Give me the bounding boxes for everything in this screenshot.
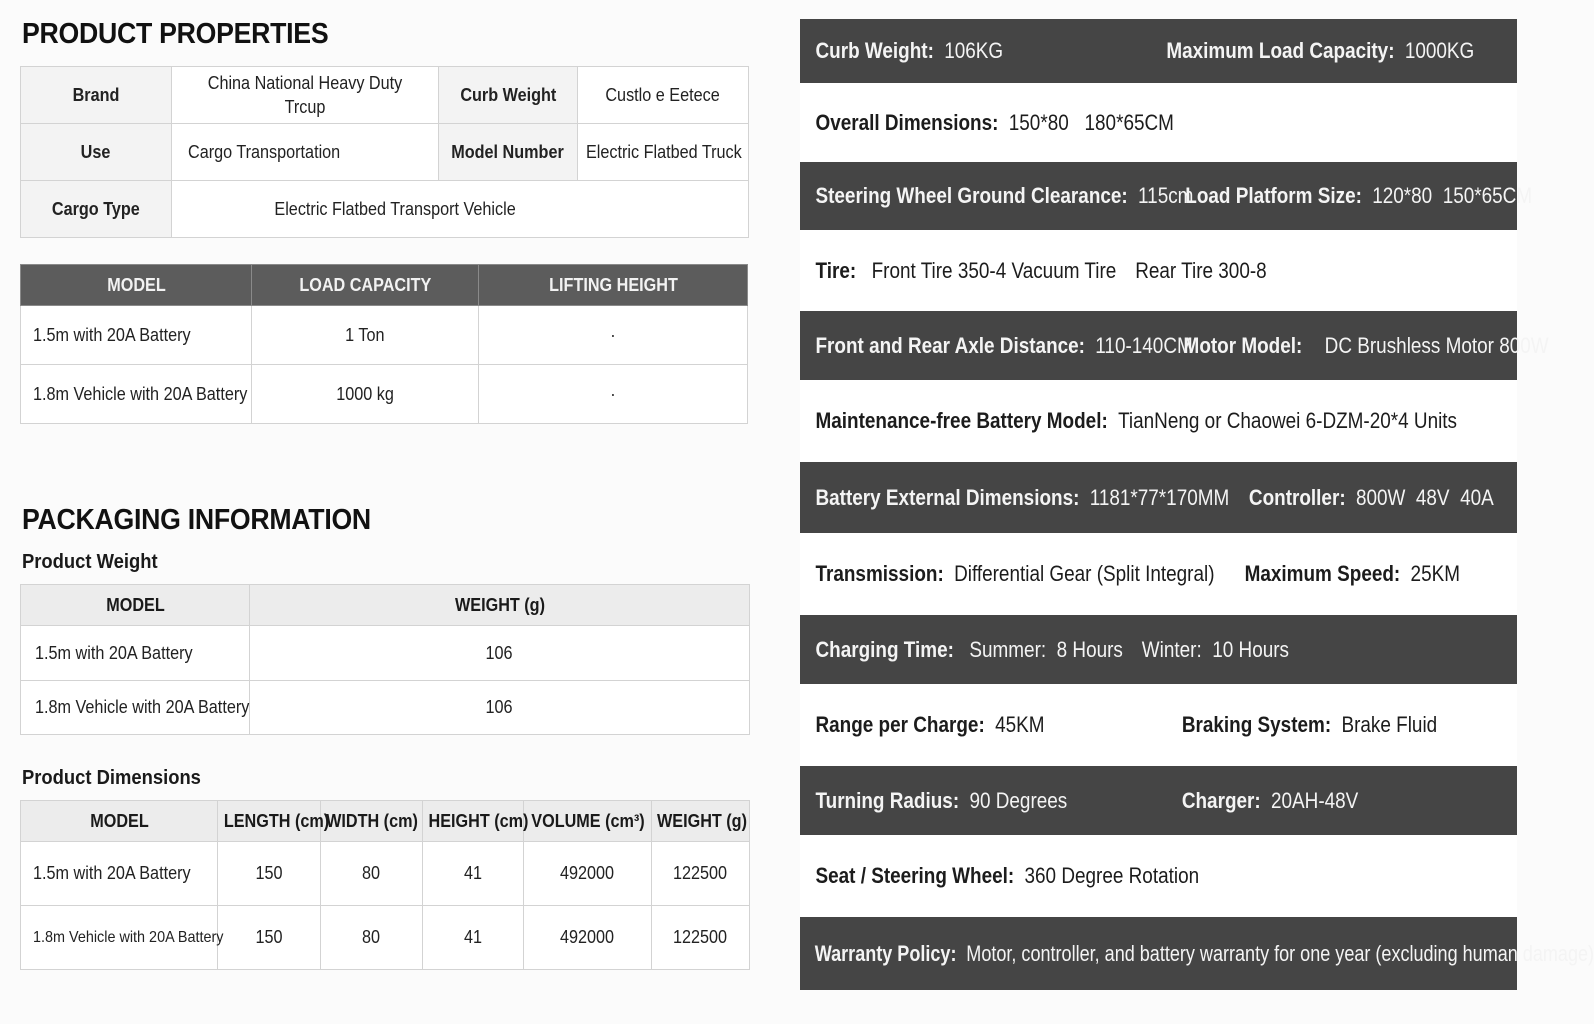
table-row — [21, 124, 749, 181]
product-dimensions-table — [20, 800, 750, 970]
spec-key: Curb Weight: — [815, 38, 934, 63]
load-capacity-table — [20, 264, 748, 424]
curb-weight-value: Custlo e Eetece — [578, 67, 749, 124]
spec-value: 115cm — [1138, 183, 1194, 208]
table-cell: 122500 — [652, 906, 750, 970]
model-number-value: Electric Flatbed Truck — [578, 124, 749, 181]
column-header: WEIGHT (g) — [250, 585, 750, 626]
table-cell: 492000 — [524, 906, 652, 970]
table-cell: · — [479, 306, 748, 365]
spec-key: Braking System: — [1181, 712, 1332, 737]
product-weight-title: Product Weight — [22, 551, 158, 573]
column-header: LIFTING HEIGHT — [479, 265, 748, 306]
table-row — [21, 306, 748, 365]
spec-value: 45KM — [995, 712, 1045, 737]
table-cell: 150 — [218, 842, 321, 906]
spec-row-range — [800, 684, 1517, 766]
table-row — [21, 626, 750, 681]
table-header-row — [21, 265, 748, 306]
table-cell: · — [479, 365, 748, 424]
table-cell: 1.8m Vehicle with 20A Battery — [21, 681, 250, 735]
spec-row-tire — [800, 230, 1517, 311]
table-row — [21, 681, 750, 735]
spec-row-curb-weight — [800, 19, 1517, 83]
spec-row-overall-dimensions — [800, 83, 1517, 162]
spec-key: Motor Model: — [1183, 332, 1303, 358]
spec-key: Load Platform Size: — [1185, 183, 1362, 208]
column-header: LENGTH (cm) — [218, 801, 321, 842]
table-cell: 1 Ton — [252, 306, 479, 365]
spec-row-warranty — [800, 917, 1594, 990]
spec-row-turning-radius — [800, 766, 1517, 835]
spec-key: Charger: — [1181, 787, 1261, 813]
spec-value: DC Brushless Motor 800W — [1324, 332, 1549, 358]
spec-row-charging-time — [800, 615, 1517, 684]
spec-key: Range per Charge: — [815, 712, 985, 737]
use-label: Use — [21, 124, 172, 181]
spec-value: 106KG — [944, 38, 1004, 63]
table-cell: 80 — [321, 906, 423, 970]
table-cell: 106 — [250, 681, 750, 735]
table-cell: 1.5m with 20A Battery — [21, 842, 218, 906]
brand-value: China National Heavy Duty Trcup — [172, 67, 439, 124]
spec-value: 150*80 180*65CM — [1008, 109, 1174, 135]
use-value: Cargo Transportation — [172, 124, 439, 181]
spec-value: Summer: 8 Hours — [969, 636, 1123, 662]
spec-value: 20AH-48V — [1271, 787, 1359, 813]
spec-value: 120*80 150*65CM — [1372, 183, 1533, 208]
spec-value: Differential Gear (Split Integral) — [954, 561, 1215, 586]
spec-value: Motor, controller, and battery warranty for one year (excluding human damage) — [966, 940, 1594, 966]
product-properties-title: PRODUCT PROPERTIES — [22, 18, 329, 50]
table-cell: 106 — [250, 626, 750, 681]
table-header-row — [21, 585, 750, 626]
spec-value: Brake Fluid — [1341, 712, 1438, 737]
table-cell: 1.5m with 20A Battery — [21, 626, 250, 681]
spec-key: Turning Radius: — [815, 787, 960, 813]
table-row — [21, 181, 749, 238]
spec-row-battery-dimensions — [800, 462, 1517, 533]
spec-key: Overall Dimensions: — [815, 109, 999, 135]
spec-row-transmission — [800, 533, 1517, 615]
spec-value: 1181*77*170MM — [1089, 484, 1230, 510]
column-header: WIDTH (cm) — [321, 801, 423, 842]
spec-value: Winter: 10 Hours — [1141, 636, 1290, 662]
table-cell: 150 — [218, 906, 321, 970]
table-row — [21, 842, 750, 906]
curb-weight-label: Curb Weight — [439, 67, 578, 124]
column-header: LOAD CAPACITY — [252, 265, 479, 306]
spec-row-seat — [800, 835, 1517, 917]
spec-key: Warranty Policy: — [814, 940, 957, 966]
spec-key: Transmission: — [815, 561, 944, 586]
spec-key: Battery External Dimensions: — [815, 484, 1080, 510]
model-number-label: Model Number — [439, 124, 578, 181]
packaging-title: PACKAGING INFORMATION — [22, 504, 371, 536]
table-row — [21, 67, 749, 124]
spec-row-axle-distance — [800, 311, 1549, 380]
table-cell: 41 — [423, 906, 524, 970]
brand-label: Brand — [21, 67, 172, 124]
product-properties-table — [20, 66, 749, 238]
spec-row-battery-model — [800, 380, 1517, 462]
specifications-panel — [800, 19, 1594, 990]
table-cell: 492000 — [524, 842, 652, 906]
table-cell: 1.8m Vehicle with 20A Battery — [21, 906, 218, 970]
table-cell: 122500 — [652, 842, 750, 906]
spec-key: Seat / Steering Wheel: — [815, 863, 1015, 888]
spec-value: 1000KG — [1404, 38, 1475, 63]
table-row — [21, 365, 748, 424]
product-weight-table — [20, 584, 750, 735]
column-header: MODEL — [21, 801, 218, 842]
spec-value: 800W 48V 40A — [1355, 484, 1494, 510]
cargo-type-value: Electric Flatbed Transport Vehicle — [172, 181, 749, 238]
spec-value: 25KM — [1410, 561, 1460, 586]
table-cell: 1000 kg — [252, 365, 479, 424]
table-cell: 1.5m with 20A Battery — [21, 306, 252, 365]
cargo-type-label: Cargo Type — [21, 181, 172, 238]
column-header: MODEL — [21, 585, 250, 626]
spec-key: Maximum Speed: — [1244, 561, 1401, 586]
spec-key: Charging Time: — [815, 636, 954, 662]
spec-value: 360 Degree Rotation — [1024, 863, 1200, 888]
table-row — [21, 906, 750, 970]
column-header: MODEL — [21, 265, 252, 306]
spec-value: 90 Degrees — [969, 787, 1068, 813]
table-cell: 80 — [321, 842, 423, 906]
spec-key: Steering Wheel Ground Clearance: — [815, 183, 1128, 208]
spec-row-ground-clearance — [800, 162, 1533, 230]
table-cell: 1.8m Vehicle with 20A Battery — [21, 365, 252, 424]
spec-value: TianNeng or Chaowei 6-DZM-20*4 Units — [1118, 408, 1458, 433]
spec-value: 110-140CM — [1095, 332, 1193, 358]
spec-value: Front Tire 350-4 Vacuum Tire — [871, 257, 1117, 283]
product-dimensions-title: Product Dimensions — [22, 767, 201, 789]
spec-key: Maximum Load Capacity: — [1166, 38, 1395, 63]
spec-key: Tire: — [815, 257, 857, 283]
column-header: VOLUME (cm³) — [524, 801, 652, 842]
column-header: HEIGHT (cm) — [423, 801, 524, 842]
spec-key: Front and Rear Axle Distance: — [815, 332, 1085, 358]
spec-value: Rear Tire 300-8 — [1135, 257, 1267, 283]
column-header: WEIGHT (g) — [652, 801, 750, 842]
spec-key: Maintenance-free Battery Model: — [815, 408, 1108, 433]
spec-key: Controller: — [1248, 484, 1346, 510]
table-header-row — [21, 801, 750, 842]
table-cell: 41 — [423, 842, 524, 906]
